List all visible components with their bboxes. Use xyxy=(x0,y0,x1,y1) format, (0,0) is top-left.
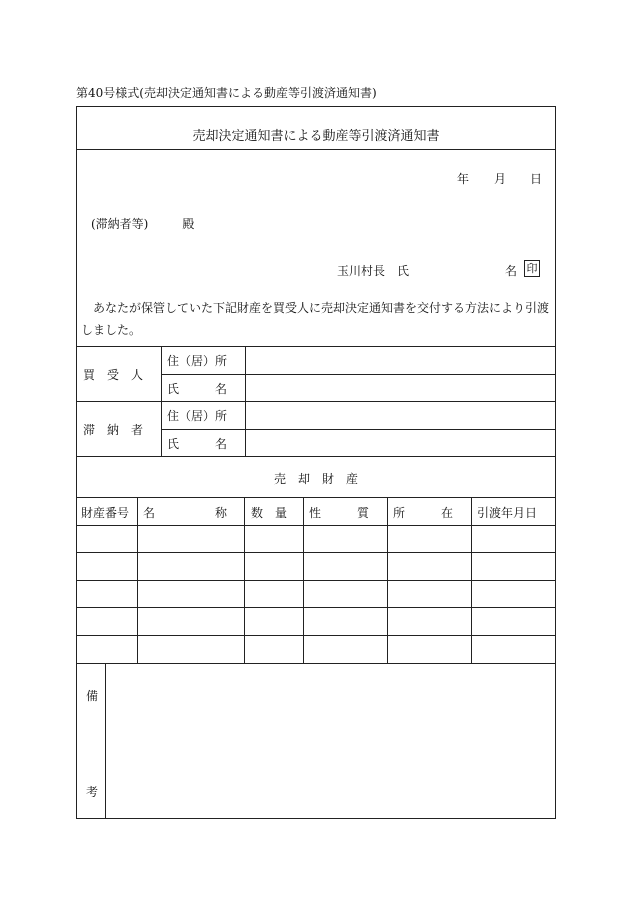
column-header-number: 財産番号 xyxy=(81,506,130,520)
divider xyxy=(77,663,555,664)
buyer-label: 買 受 人 xyxy=(83,368,144,382)
property-header: 売 却 財 産 xyxy=(273,472,358,486)
table-row xyxy=(77,553,555,579)
sender-name: 玉川村長 氏 xyxy=(337,264,410,278)
table-row xyxy=(77,608,555,634)
buyer-address-label: 住（居）所 xyxy=(167,354,228,368)
date-year: 年 xyxy=(457,172,470,186)
divider xyxy=(77,346,555,347)
delinquent-address-label: 住（居）所 xyxy=(167,409,228,423)
table-row xyxy=(77,636,555,662)
divider xyxy=(161,374,555,375)
divider xyxy=(77,456,555,457)
table-row xyxy=(77,581,555,607)
sender-name-suffix: 名 xyxy=(505,264,518,278)
delinquent-name-label: 氏 名 xyxy=(167,437,228,451)
remarks-label-top: 備 xyxy=(86,689,99,703)
divider xyxy=(77,497,555,498)
divider xyxy=(105,663,106,818)
date-month: 月 xyxy=(494,172,507,186)
delinquent-name-field[interactable] xyxy=(247,431,553,454)
table-row xyxy=(77,526,555,552)
addressee-honorific: 殿 xyxy=(182,217,195,231)
column-header-location: 所 在 xyxy=(393,506,454,520)
delinquent-label: 滞 納 者 xyxy=(83,423,144,437)
divider xyxy=(161,429,555,430)
divider xyxy=(77,401,555,402)
buyer-name-label: 氏 名 xyxy=(167,382,228,396)
column-header-quality: 性 質 xyxy=(309,506,370,520)
seal-stamp: 印 xyxy=(524,260,540,277)
buyer-address-field[interactable] xyxy=(247,348,553,372)
body-text: あなたが保管していた下記財産を買受人に売却決定通知書を交付する方法により引渡しました。 xyxy=(81,301,550,337)
remarks-label-bottom: 考 xyxy=(86,785,99,799)
form-title: 売却決定通知書による動産等引渡済通知書 xyxy=(192,129,440,144)
delinquent-address-field[interactable] xyxy=(247,403,553,427)
remarks-field[interactable] xyxy=(107,665,553,817)
addressee-label: (滞納者等) xyxy=(91,217,149,231)
addressee xyxy=(91,215,194,232)
form-label: 第40号様式(売却決定通知書による動産等引渡済通知書) xyxy=(76,86,377,100)
column-header-name: 名 称 xyxy=(143,506,228,520)
notice-form xyxy=(76,106,556,819)
buyer-name-field[interactable] xyxy=(247,376,553,399)
date-day: 日 xyxy=(530,172,543,186)
divider xyxy=(77,149,555,150)
property-rows xyxy=(77,526,555,663)
column-header-handover-date: 引渡年月日 xyxy=(477,506,538,520)
column-header-quantity: 数 量 xyxy=(251,506,288,520)
